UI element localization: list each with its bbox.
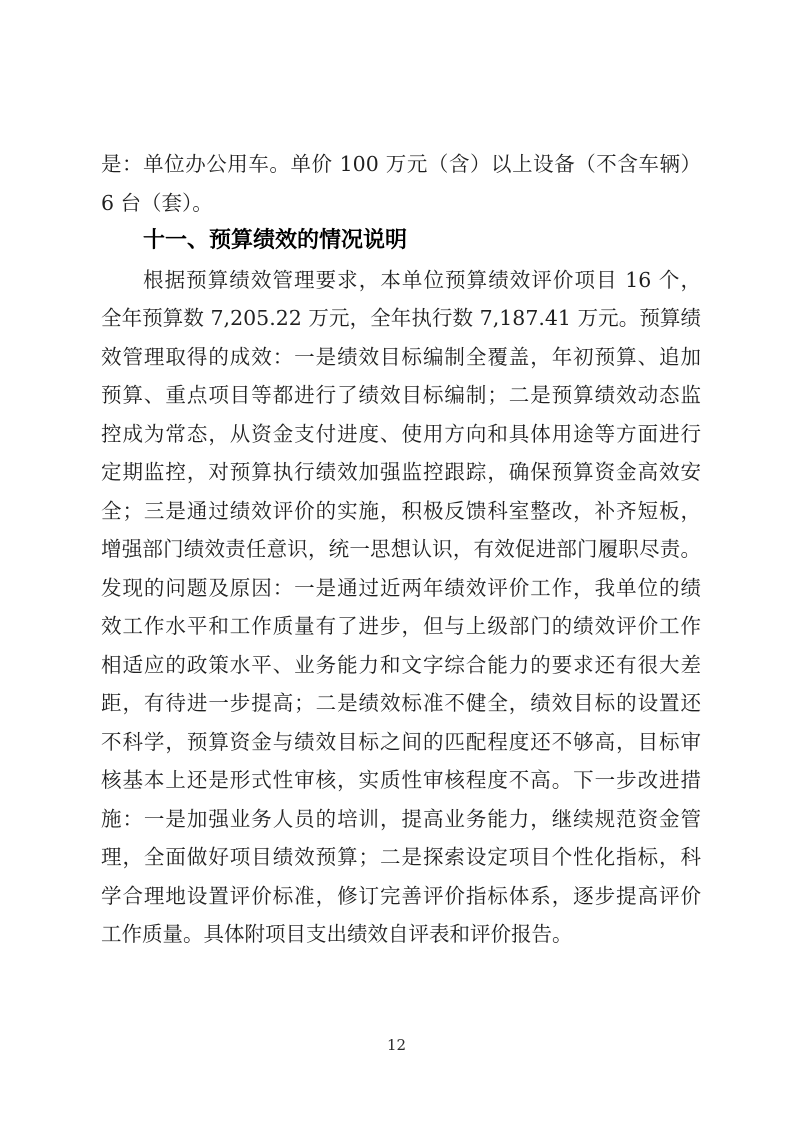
body-paragraph (101, 261, 701, 954)
paragraph-line: 工作质量。具体附项目支出绩效自评表和评价报告。 (101, 922, 573, 946)
paragraph-line: 定期监控，对预算执行绩效加强监控跟踪，确保预算资金高效安 (101, 460, 701, 484)
paragraph-line: 预算、重点项目等都进行了绩效目标编制；二是预算绩效动态监 (101, 383, 701, 407)
paragraph-line: 学合理地设置评价标准，修订完善评价指标体系，逐步提高评价 (101, 883, 701, 908)
paragraph-line: 全；三是通过绩效评价的实施，积极反馈科室整改，补齐短板， (101, 498, 701, 523)
paragraph-line: 不科学，预算资金与绩效目标之间的匹配程度还不够高，目标审 (101, 729, 701, 754)
paragraph-line: 是：单位办公用车。单价 100 万元（含）以上设备（不含车辆） (101, 152, 701, 176)
paragraph-line: 理，全面做好项目绩效预算；二是探索设定项目个性化指标，科 (101, 845, 701, 869)
paragraph-line: 控成为常态，从资金支付进度、使用方向和具体用途等方面进行 (101, 421, 701, 446)
paragraph-line: 距，有待进一步提高；二是绩效标准不健全，绩效目标的设置还 (101, 691, 701, 715)
text-block (101, 145, 701, 954)
page-number: 12 (386, 1036, 407, 1054)
paragraph-line: 施：一是加强业务人员的培训，提高业务能力，继续规范资金管 (101, 806, 701, 831)
paragraph-line: 效管理取得的成效：一是绩效目标编制全覆盖，年初预算、追加 (101, 344, 701, 369)
paragraph-line: 核基本上还是形式性审核，实质性审核程度不高。下一步改进措 (101, 768, 701, 792)
paragraph-line: 效工作水平和工作质量有了进步，但与上级部门的绩效评价工作 (101, 614, 701, 638)
paragraph-line: 根据预算绩效管理要求，本单位预算绩效评价项目 16 个， (143, 267, 701, 292)
paragraph-line: 发现的问题及原因：一是通过近两年绩效评价工作，我单位的绩 (101, 575, 701, 600)
continuation-paragraph (101, 145, 701, 222)
paragraph-line: 相适应的政策水平、业务能力和文字综合能力的要求还有很大差 (101, 652, 701, 677)
section-heading: 十一、预算绩效的情况说明 (143, 228, 408, 253)
paragraph-line: 增强部门绩效责任意识，统一思想认识，有效促进部门履职尽责。 (101, 537, 701, 561)
paragraph-line: 全年预算数 7,205.22 万元，全年执行数 7,187.41 万元。预算绩 (101, 306, 701, 330)
paragraph-line: 6 台（套）。 (101, 190, 213, 215)
